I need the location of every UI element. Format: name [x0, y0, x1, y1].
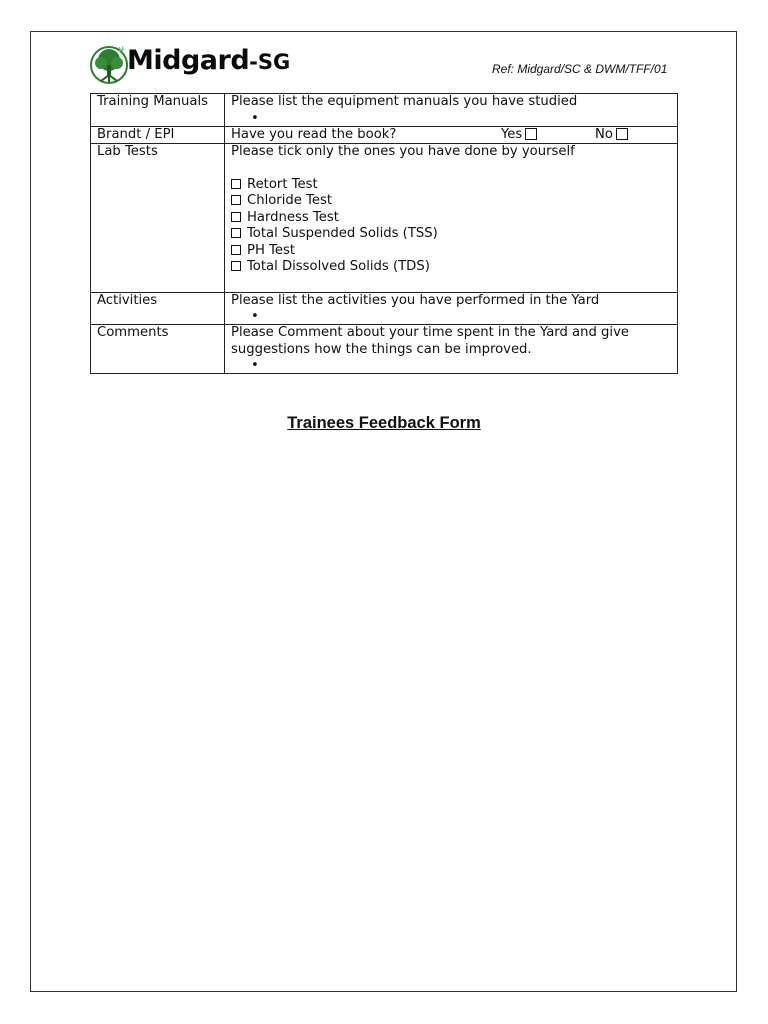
lab-test-label: PH Test	[247, 242, 296, 258]
row-content	[225, 325, 678, 374]
lab-test-checkbox[interactable]	[231, 228, 241, 238]
row-prompt: Please list the activities you have performed in the Yard	[231, 292, 600, 308]
logo-suffix-text: -SG	[249, 50, 291, 74]
row-label: Lab Tests	[91, 144, 225, 293]
row-prompt: Have you read the book?	[231, 126, 397, 142]
lab-test-checkbox[interactable]	[231, 195, 241, 205]
lab-test-item	[231, 259, 671, 276]
row-prompt: Please list the equipment manuals you have studied	[231, 94, 578, 109]
company-logo	[89, 41, 289, 85]
row-label: Brandt / EPI	[91, 126, 225, 144]
feedback-table	[90, 93, 678, 374]
yes-option	[501, 127, 537, 144]
lab-test-label: Hardness Test	[247, 209, 339, 225]
form-title: Trainees Feedback Form	[287, 414, 481, 432]
row-content	[225, 144, 678, 293]
no-option	[595, 127, 628, 144]
lab-test-item	[231, 243, 671, 260]
lab-test-item	[231, 210, 671, 227]
document-reference: Ref: Midgard/SC & DWM/TFF/01	[492, 62, 668, 76]
row-content	[225, 94, 678, 127]
table-row-brandt	[91, 126, 678, 144]
tree-logo-icon	[89, 45, 129, 85]
table-row-lab-tests	[91, 144, 678, 293]
yes-checkbox[interactable]	[525, 128, 537, 140]
lab-test-checkbox[interactable]	[231, 245, 241, 255]
logo-wordmark	[127, 47, 290, 74]
lab-test-label: Retort Test	[247, 176, 318, 192]
lab-test-checkbox[interactable]	[231, 212, 241, 222]
lab-test-label: Chloride Test	[247, 193, 333, 208]
lab-test-item	[231, 177, 671, 194]
row-label: Activities	[91, 292, 225, 325]
row-content	[225, 126, 678, 144]
lab-test-item	[231, 226, 671, 243]
row-prompt: Please tick only the ones you have done by yourself	[231, 144, 575, 159]
no-label: No	[595, 126, 613, 142]
bullet-point[interactable]: •	[251, 358, 259, 373]
lab-test-label: Total Dissolved Solids (TDS)	[247, 259, 430, 274]
row-content	[225, 292, 678, 325]
brandt-question	[231, 127, 671, 144]
lab-test-label: Total Suspended Solids (TSS)	[247, 226, 438, 241]
bullet-point[interactable]: •	[251, 110, 259, 126]
bullet-point[interactable]: •	[251, 309, 259, 324]
logo-main-text: Midgard	[127, 45, 250, 76]
table-row-comments	[91, 325, 678, 374]
yes-label: Yes	[501, 126, 523, 142]
lab-test-checkbox[interactable]	[231, 179, 241, 189]
lab-test-checkbox[interactable]	[231, 261, 241, 271]
row-label: Comments	[91, 325, 225, 374]
row-prompt: Please Comment about your time spent in the Yard and give suggestions how the things can be improved.	[231, 325, 630, 357]
table-row-activities	[91, 292, 678, 325]
row-label: Training Manuals	[91, 94, 225, 127]
no-checkbox[interactable]	[616, 128, 628, 140]
lab-test-list	[231, 177, 671, 292]
lab-test-item	[231, 193, 671, 210]
table-row-training-manuals	[91, 94, 678, 127]
